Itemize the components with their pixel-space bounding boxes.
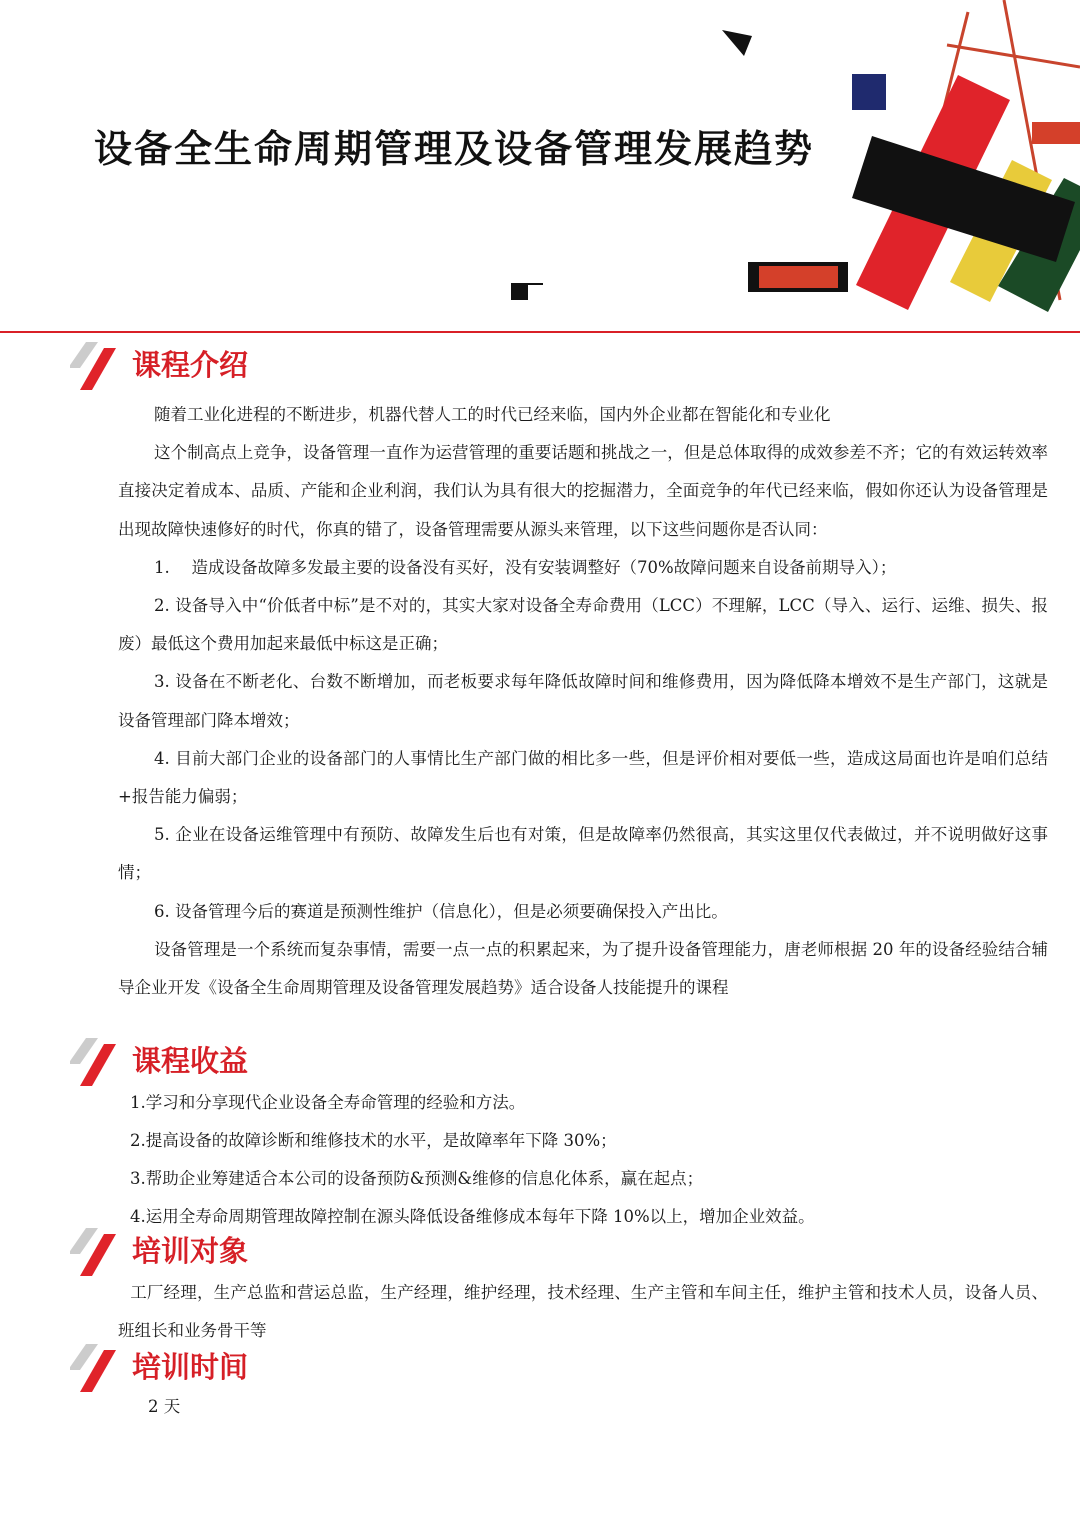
header-divider: [0, 331, 1080, 333]
list-item: 1.学习和分享现代企业设备全寿命管理的经验和方法。: [130, 1093, 526, 1112]
intro-paragraph: 5. 企业在设备运维管理中有预防、故障发生后也有对策，但是故障率仍然很高，其实这里仅代表做过，并不说明做好这事情；: [118, 825, 1048, 883]
duration-text: 2 天: [148, 1397, 181, 1416]
audience-text: 工厂经理，生产总监和营运总监，生产经理，维护经理，技术经理、生产主管和车间主任，维护主管和技术人员，设备人员、班组长和业务骨干等: [118, 1283, 1048, 1341]
list-item: 4.运用全寿命周期管理故障控制在源头降低设备维修成本每年下降 10%以上，增加企业效益。: [130, 1207, 815, 1226]
deco-navy-square: [852, 74, 886, 110]
intro-paragraph: 这个制高点上竞争，设备管理一直作为运营管理的重要话题和挑战之一，但是总体取得的成效参差不齐；它的有效运转效率直接决定着成本、品质、产能和企业利润，我们认为具有很大的挖掘潜力，全面竞争的年代已经来临，假如你还认为设备管理是出现故障快速修好的时代，你真的错了，设备管理需要从源头来管理，以下这些问题你是否认同：: [118, 443, 1048, 539]
deco-orange-bar: [759, 266, 838, 288]
intro-paragraph: 设备管理是一个系统而复杂事情，需要一点一点的积累起来，为了提升设备管理能力，唐老师根据 20 年的设备经验结合辅导企业开发《设备全生命周期管理及设备管理发展趋势》适合设备人技能提升的课程: [118, 939, 1048, 998]
page-title: 设备全生命周期管理及设备管理发展趋势: [94, 127, 815, 171]
benefits-list: [130, 1084, 815, 1236]
intro-paragraph: 随着工业化进程的不断进步，机器代替人工的时代已经来临，国内外企业都在智能化和专业化: [154, 405, 831, 424]
deco-black-square: [511, 283, 528, 300]
list-item: 3.帮助企业筹建适合本公司的设备预防&预测&维修的信息化体系，赢在起点；: [130, 1169, 704, 1188]
intro-paragraph: 2. 设备导入中“价低者中标”是不对的，其实大家对设备全寿命费用（LCC）不理解，LCC（导入、运行、运维、损失、报废）最低这个费用加起来最低中标这是正确；: [118, 596, 1048, 654]
intro-paragraph: 6. 设备管理今后的赛道是预测性维护（信息化），但是必须要确保投入产出比。: [154, 901, 728, 921]
intro-paragraph: 1. 造成设备故障多发最主要的设备没有买好，没有安装调整好（70%故障问题来自设备前期导入）；: [154, 557, 897, 577]
intro-paragraph: 3. 设备在不断老化、台数不断增加，而老板要求每年降低故障时间和维修费用，因为降低降本增效不是生产部门，这就是设备管理部门降本增效；: [118, 672, 1048, 730]
slash-icon: [70, 1344, 130, 1394]
slash-icon: [70, 1038, 130, 1088]
intro-text: [118, 396, 1048, 1007]
slash-icon: [70, 342, 130, 392]
list-item: 2.提高设备的故障诊断和维修技术的水平，是故障率年下降 30%；: [130, 1131, 617, 1150]
intro-paragraph: 4. 目前大部门企业的设备部门的人事情比生产部门做的相比多一些，但是评价相对要低一些，造成这局面也许是咱们总结+报告能力偏弱；: [118, 748, 1048, 807]
deco-black-triangle: [722, 30, 752, 56]
deco-orange-bar-right: [1032, 122, 1080, 144]
slash-icon: [70, 1228, 130, 1278]
